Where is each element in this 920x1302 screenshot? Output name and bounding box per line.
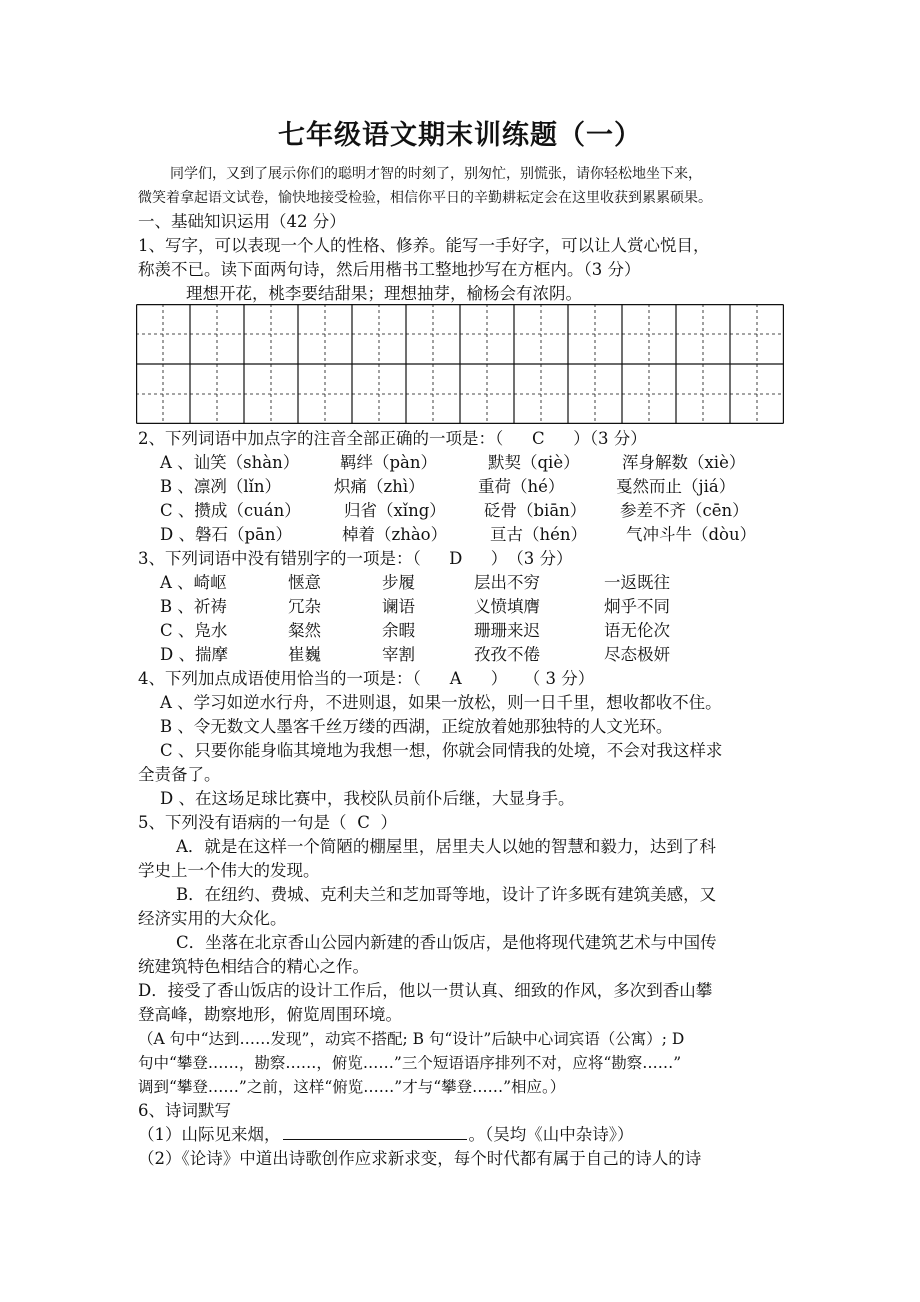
q5-explanation-3: 调到“攀登……”之前，这样“俯览……”才与“攀登……”相应。） xyxy=(138,1078,566,1096)
q3-a-5: 一返既往 xyxy=(604,573,670,592)
q2-c-1: C 、攒成（cuán） xyxy=(160,501,301,520)
q2-b-2: 炽痛（zhì） xyxy=(334,477,425,496)
q2-a-1: A 、讪笑（shàn） xyxy=(160,453,300,472)
q3-d-3: 宰割 xyxy=(382,645,415,664)
q5-c-line-1: C．坐落在北京香山公园内新建的香山饭店，是他将现代建筑艺术与中国传 xyxy=(176,933,717,952)
q3-d-5: 尽态极妍 xyxy=(604,645,670,664)
q3-d-1: D 、揣摩 xyxy=(160,645,228,664)
q4-option-c-cont: 全责备了。 xyxy=(138,765,221,784)
q6-item-1-pre: （1）山际见来烟， xyxy=(138,1125,281,1144)
q2-b-3: 重荷（hé） xyxy=(478,477,565,496)
q3-answer: D xyxy=(449,549,463,568)
q4-option-a: A 、学习如逆水行舟，不进则退，如果一放松，则一日千里，想收都收不住。 xyxy=(160,693,722,712)
q3-b-2: 冗杂 xyxy=(288,597,321,616)
q3-c-5: 语无伦次 xyxy=(604,621,670,640)
q5-prompt-text: 5、下列没有语病的一句是（ xyxy=(138,813,347,832)
q2-suffix: ）（3 分） xyxy=(573,429,647,448)
q3-d-4: 孜孜不倦 xyxy=(474,645,540,664)
q3-a-1: A 、崎岖 xyxy=(160,573,227,592)
q2-answer: C xyxy=(531,429,545,448)
q3-b-3: 谰语 xyxy=(382,597,415,616)
section-heading: 一、基础知识运用（42 分） xyxy=(138,212,346,231)
q5-a-line-2: 学史上一个伟大的发现。 xyxy=(138,861,320,880)
q3-prompt xyxy=(138,548,573,570)
q3-c-2: 粲然 xyxy=(288,621,321,640)
q2-d-2: 棹着（zhào） xyxy=(342,525,448,544)
q2-c-2: 归省（xǐng） xyxy=(344,501,446,520)
page-title: 七年级语文期末训练题（一） xyxy=(278,120,642,151)
q1-poem: 理想开花，桃李要结甜果；理想抽芽，榆杨会有浓阴。 xyxy=(186,284,582,303)
q6-item-1 xyxy=(138,1124,634,1146)
q5-prompt xyxy=(138,812,397,834)
q4-prompt xyxy=(138,668,594,690)
q6-heading: 6、诗词默写 xyxy=(138,1101,231,1120)
q5-explanation-2: 句中“攀登……，勘察……，俯览……”三个短语语序排列不对，应将“勘察……” xyxy=(138,1054,682,1072)
q4-answer: A xyxy=(449,669,462,688)
q2-prompt xyxy=(138,428,647,450)
q3-c-1: C 、凫水 xyxy=(160,621,228,640)
q3-b-4: 义愤填膺 xyxy=(474,597,540,616)
q6-item-2: （2）《论诗》中道出诗歌创作应求新求变，每个时代都有属于自己的诗人的诗 xyxy=(138,1149,702,1168)
q4-option-b: B 、令无数文人墨客千丝万缕的西湖，正绽放着她那独特的人文光环。 xyxy=(160,717,673,736)
q3-c-4: 珊珊来迟 xyxy=(474,621,540,640)
answer-blank[interactable] xyxy=(283,1124,467,1140)
q2-prompt-text: 2、下列词语中加点字的注音全部正确的一项是：（ xyxy=(138,429,504,448)
q3-a-4: 层出不穷 xyxy=(474,573,540,592)
q1-line-2: 称羡不已。读下面两句诗，然后用楷书工整地抄写在方框内。（3 分） xyxy=(138,260,641,279)
q4-option-d: D 、在这场足球比赛中，我校队员前仆后继，大显身手。 xyxy=(160,789,575,808)
q3-a-3: 步履 xyxy=(382,573,415,592)
q2-a-4: 浑身解数（xiè） xyxy=(622,453,746,472)
q2-d-1: D 、磐石（pān） xyxy=(160,525,292,544)
q5-a-line-1: A．就是在这样一个简陋的棚屋里，居里夫人以她的智慧和毅力，达到了科 xyxy=(176,837,716,856)
q5-suffix: ） xyxy=(380,813,397,832)
q2-b-1: B 、凛冽（lǐn） xyxy=(160,477,282,496)
q4-prompt-text: 4、下列加点成语使用恰当的一项是：（ xyxy=(138,669,421,688)
q6-item-1-post: 。（吴均《山中杂诗》） xyxy=(468,1125,634,1144)
q5-d-line-1: D．接受了香山饭店的设计工作后，他以一贯认真、细致的作风，多次到香山攀 xyxy=(138,981,713,1000)
q2-d-3: 亘古（hén） xyxy=(490,525,588,544)
q2-b-4: 戛然而止（jiá） xyxy=(616,477,736,496)
q3-b-1: B 、祈祷 xyxy=(160,597,227,616)
q5-answer: C xyxy=(357,813,370,832)
q1-line-1: 1、写字，可以表现一个人的性格、修养。能写一手好字，可以让人赏心悦目， xyxy=(138,236,710,255)
q4-option-c: C 、只要你能身临其境地为我想一想，你就会同情我的处境，不会对我这样求 xyxy=(160,741,723,760)
writing-grid[interactable] xyxy=(136,304,784,424)
intro-line-1: 同学们，又到了展示你们的聪明才智的时刻了，别匆忙，别慌张，请你轻松地坐下来， xyxy=(170,166,702,182)
q3-suffix: ） （3 分） xyxy=(490,549,573,568)
q2-a-2: 羁绊（pàn） xyxy=(340,453,438,472)
q5-b-line-1: B．在纽约、费城、克利夫兰和芝加哥等地，设计了许多既有建筑美感，又 xyxy=(176,885,717,904)
q2-c-4: 参差不齐（cēn） xyxy=(620,501,749,520)
q3-d-2: 崔巍 xyxy=(288,645,321,664)
q5-explanation-1: （A 句中“达到……发现”，动宾不搭配; B 句“设计”后缺中心词宾语（公寓）; D xyxy=(138,1030,685,1048)
q2-d-4: 气冲斗牛（dòu） xyxy=(626,525,757,544)
q3-c-3: 余暇 xyxy=(382,621,415,640)
q5-c-line-2: 统建筑特色相结合的精心之作。 xyxy=(138,957,369,976)
q2-c-3: 砭骨（biān） xyxy=(484,501,587,520)
q3-a-2: 惬意 xyxy=(288,573,321,592)
q4-suffix: ） （ 3 分） xyxy=(490,669,595,688)
q3-b-5: 炯乎不同 xyxy=(604,597,670,616)
q5-b-line-2: 经济实用的大众化。 xyxy=(138,909,287,928)
q5-d-line-2: 登高峰，勘察地形，俯览周围环境。 xyxy=(138,1005,402,1024)
q2-a-3: 默契（qiè） xyxy=(488,453,580,472)
intro-line-2: 微笑着拿起语文试卷，愉快地接受检验，相信你平日的辛勤耕耘定会在这里收获到累累硕果。 xyxy=(138,190,712,206)
q3-prompt-text: 3、下列词语中没有错别字的一项是：（ xyxy=(138,549,421,568)
